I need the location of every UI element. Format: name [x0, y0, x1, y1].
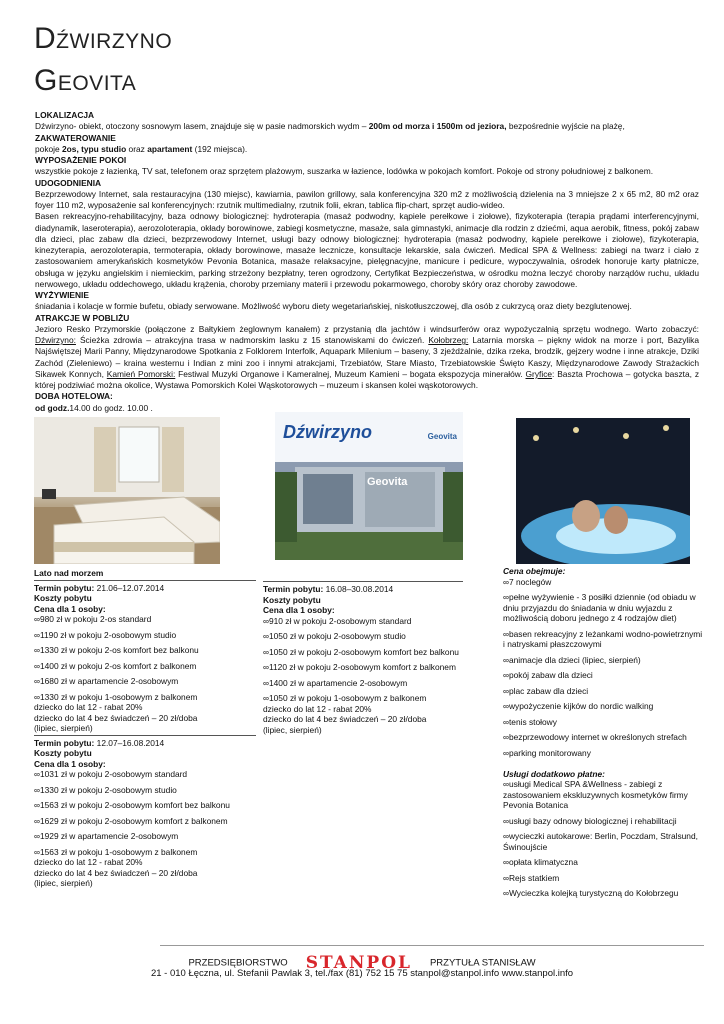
building-photo — [275, 412, 463, 560]
price-item: ∞pokój zabaw dla dzieci — [503, 670, 593, 680]
section-heading: DOBA HOTELOWA: — [35, 391, 113, 402]
price-item: ∞1330 zł w pokoju 1-osobowym z balkonem — [34, 691, 198, 702]
term-row: Termin pobytu: 16.08–30.08.2014 — [263, 584, 394, 594]
price-item: ∞1190 zł w pokoju 2-osobowym studio — [34, 629, 177, 640]
page-title: DŹWIRZYNO — [34, 22, 173, 55]
price-item: ∞parking monitorowany — [503, 747, 591, 758]
child-discount: dziecko do lat 4 bez świadczeń – 20 zł/doba — [34, 867, 198, 878]
footer-address: 21 - 010 Łęczna, ul. Stefanii Pawlak 3, tel./fax (81) 752 15 75 stanpol@stanpol.info www.stanpol.info — [150, 968, 574, 979]
price-item: ∞1330 zł w pokoju 2-osobowym studio — [34, 784, 177, 795]
description-text — [35, 110, 699, 414]
paragraph: Bezprzewodowy Internet, sala restauracyjna (130 miejsc), kawiarnia, pawilon grillowy, sala konferencyjna 320 m2 z możliwością dzielenia na 3 mniejsze 2 x 65 m2, 80 m2 oraz foyer 110 m2, wyposażenie sal konferencyjnych: rzutnik multimedialny, rzutnik folii, ekran, tablica flip-chart, sprzęt audio-wideo. — [35, 188, 699, 210]
paragraph: Dźwirzyno- obiekt, otoczony sosnowym lasem, znajduje się w pasie nadmorskich wydm – 200m od morza i 1500m od jeziora, bezpośrednie wyjście na plażę, — [35, 121, 625, 132]
price-column-1 — [34, 568, 256, 889]
footer-divider — [160, 945, 704, 946]
price-item: ∞1563 zł w pokoju 2-osobowym komfort bez balkonu — [34, 800, 230, 810]
price-item: ∞1400 zł w apartamencie 2-osobowym — [263, 677, 408, 688]
section-heading: LOKALIZACJA — [35, 110, 95, 120]
paragraph: śniadania i kolacje w formie bufetu, obiady serwowane. Możliwość wyboru diety wegetariańskiej, niskotłuszczowej, dla osób z cukrzycą oraz diety bezglutenowej. — [35, 301, 632, 312]
paragraph: wszystkie pokoje z łazienką, TV sat, telefonem oraz sprzętem plażowym, suszarka w łazience, lodówka w pokojach komfort. Pokoje od strony południowej z balkonem. — [35, 166, 654, 177]
price-label: Cena dla 1 osoby: — [34, 758, 106, 769]
price-column-2 — [263, 580, 463, 735]
price-item: ∞1330 zł w pokoju 2-os komfort bez balkonu — [34, 645, 199, 655]
page-subtitle: GEOVITA — [34, 64, 137, 97]
paragraph: od godz.14.00 do godz. 10.00 . — [35, 402, 153, 413]
column-title: Cena obejmuje: — [503, 566, 566, 576]
child-discount: dziecko do lat 12 - rabat 20% — [34, 857, 143, 867]
child-discount: (lipiec, sierpień) — [34, 878, 93, 888]
child-discount: dziecko do lat 12 - rabat 20% — [263, 703, 372, 714]
price-item: ∞1680 zł w apartamencie 2-osobowym — [34, 676, 179, 686]
section-heading: WYŻYWIENIE — [35, 290, 89, 300]
price-item: ∞bezprzewodowy internet w określonych strefach — [503, 732, 687, 742]
column-title: Lato nad morzem — [34, 568, 104, 578]
price-item: ∞1629 zł w pokoju 2-osobowym komfort z balkonem — [34, 815, 228, 826]
footer-company: PRZEDSIĘBIORSTWO STANPOL PRZYTUŁA STANISŁAW — [188, 953, 536, 973]
price-item: ∞1050 zł w pokoju 2-osobowym komfort bez balkonu — [263, 646, 459, 657]
price-item: ∞1050 zł w pokoju 2-osobowym studio — [263, 631, 406, 641]
paragraph: Basen rekreacyjno-rehabilitacyjny, baza odnowy biologicznej: hydroterapia (masaż podwodny, kąpiele perełkowe i ziołowe), fizykoterapia (terapia prądami interferencyjnymi, diadynamik, laseroterapia), aerozoloterapia, okłady borowinowe, zabiegi kosmetyczne, masaże, sala gimnastyki, animacje dla rodzin z dziećmi, aqua aerobik, fitness, pokój zabaw dla dzieci, plac zabaw dla dzieci, bezprzewodowy Internet, usługi bazy odnowy biologicznej: hydroterapia (masaż podwodny, kąpiele perełkowe i ziołowe), fizykoterapia, kinezyterapia, aerozoloterapia, termoterapia, okłady borowinowe, masaże lecznicze, konsultacje lekarskie, sala ćwiczeń. Medical SPA & Wellness: zabiegi na twarz i ciało z zastosowaniem amerykańskich kosmetyków Pevonia Botanica, masaże relaksacyjne, pielęgnacyjne, manicure i pedicure, wypoczywalnia, ośrodek honoruje karty płatnicze, obsługa w języku angielskim i niemieckim, parking strzeżony bezpłatny, teren ogrodzony, Certyfikat Bezpieczeństwa, w ośrodku można leczyć choroby narządów ruchu, układu nerwowego, układu oddechowego, układu krążenia, choroby przemiany materii i przewodu pokarmowego, choroby skóry oraz choroby zawodowe. — [35, 211, 699, 289]
price-label: Cena dla 1 osoby: — [34, 603, 106, 614]
price-item: ∞Wycieczka kolejką turystyczną do Kołobrzegu — [503, 888, 679, 898]
price-item: ∞1050 zł w pokoju 1-osobowym z balkonem — [263, 693, 427, 703]
price-item: ∞plac zabaw dla dzieci — [503, 685, 589, 696]
included-column — [503, 566, 703, 904]
paragraph: pokoje 2os, typu studio oraz apartament (192 miejsca). — [35, 143, 248, 154]
price-item: ∞1563 zł w pokoju 1-osobowym z balkonem — [34, 846, 198, 857]
price-item: ∞1929 zł w apartamencie 2-osobowym — [34, 831, 179, 841]
section-heading: UDOGODNIENIA — [35, 177, 102, 188]
paragraph: Jezioro Resko Przymorskie (połączone z Bałtykiem żeglownym kanałem) z przystanią dla jachtów i windsurferów oraz wypożyczalnią sprzętu wodnego. Warto zobaczyć: Dźwirzyno: Ścieżka zdrowia – atrakcyjna trasa w nadmorskim lasku z 15 stanowiskami do ćwiczeń. Kołobrzeg: Latarnia morska – piękny widok na morze i port, Bazylika Najświętszej Marii Panny, Międzynarodowe Spotkania z Folklorem Interfolk, Aquapark Milenium – baseny, 3 zjeżdżalnie, dzika rzeka, brodzik, gejzery wodne i inne atrakcje, Dziki Zachód (Zieleniewo) – kraina westernu i Indian z mini zoo i innymi atrakcjami, Trzebiatów, Stare Miasto, Trzebiatowskie Święto Kaszy, Międzynarodowe Zawody Strażackich Sikawek Konnych, Kamień Pomorski: Festiwal Muzyki Organowe i Kameralnej, Muzeum Kamieni – bogata ekspozycja minerałów. Gryfice: Baszta Prochowa – gotycka baszta, z której podziwiać można okolice, Wystawa Pomorskich Kolei Wąskotorowych – muzeum i skansen kolei wąskotorowych. — [35, 323, 700, 390]
price-item: ∞tenis stołowy — [503, 716, 557, 727]
price-item: ∞1031 zł w pokoju 2-osobowym standard — [34, 769, 188, 779]
building-sign: Geovita — [367, 476, 408, 488]
stanpol-logo: STANPOL — [305, 953, 412, 973]
term-row: Termin pobytu: 21.06–12.07.2014 — [34, 582, 165, 593]
price-item: ∞usługi Medical SPA &Wellness - zabiegi z zastosowaniem ekskluzywnych kosmetyków firmy Pevonia Botanica — [503, 779, 688, 810]
price-item: ∞980 zł w pokoju 2-os standard — [34, 614, 152, 624]
price-item: ∞basen rekreacyjny z leżankami wodno-powietrznymi i natryskami płaszczowymi — [503, 628, 703, 649]
section-heading: WYPOSAŻENIE POKOI — [35, 155, 127, 165]
pool-photo — [516, 418, 690, 564]
price-item: ∞usługi bazy odnowy biologicznej i rehabilitacji — [503, 815, 677, 826]
price-item: ∞910 zł w pokoju 2-osobowym standard — [263, 615, 412, 626]
child-discount: (lipiec, sierpień) — [34, 723, 93, 733]
price-item: ∞7 noclegów — [503, 576, 552, 587]
price-item: ∞opłata klimatyczna — [503, 857, 578, 867]
hotel-room-photo — [34, 417, 220, 564]
section-heading: ATRAKCJE W POBLIŻU — [35, 312, 130, 323]
costs-label: Koszty pobytu — [34, 748, 92, 758]
costs-label: Koszty pobytu — [34, 593, 92, 603]
price-item: ∞animacje dla dzieci (lipiec, sierpień) — [503, 654, 641, 665]
geovita-logo: Geovita — [427, 432, 457, 441]
child-discount: dziecko do lat 4 bez świadczeń – 20 zł/doba — [263, 714, 427, 724]
price-item: ∞1120 zł w pokoju 2-osobowym komfort z balkonem — [263, 662, 456, 672]
child-discount: (lipiec, sierpień) — [263, 724, 322, 735]
price-item: ∞1400 zł w pokoju 2-os komfort z balkonem — [34, 660, 197, 671]
price-item: ∞wypożyczenie kijków do nordic walking — [503, 701, 654, 711]
term-row: Termin pobytu: 12.07–16.08.2014 — [34, 737, 165, 748]
column-title: Usługi dodatkowo płatne: — [503, 768, 605, 779]
price-item: ∞pełne wyżywienie - 3 posiłki dziennie (od obiadu w dniu przyjazdu do śniadania w dniu wyjazdu z możliwością doboru jednego z 4 rodzajów diet) — [503, 592, 696, 623]
photo-title: Dźwirzyno — [283, 422, 373, 442]
child-discount: dziecko do lat 12 - rabat 20% — [34, 702, 143, 712]
price-item: ∞wycieczki autokarowe: Berlin, Poczdam, Stralsund, Świnoujście — [503, 831, 698, 852]
price-item: ∞Rejs statkiem — [503, 872, 560, 883]
child-discount: dziecko do lat 4 bez świadczeń – 20 zł/doba — [34, 712, 198, 723]
costs-label: Koszty pobytu — [263, 594, 321, 605]
price-label: Cena dla 1 osoby: — [263, 605, 335, 615]
section-heading: ZAKWATEROWANIE — [35, 132, 116, 143]
